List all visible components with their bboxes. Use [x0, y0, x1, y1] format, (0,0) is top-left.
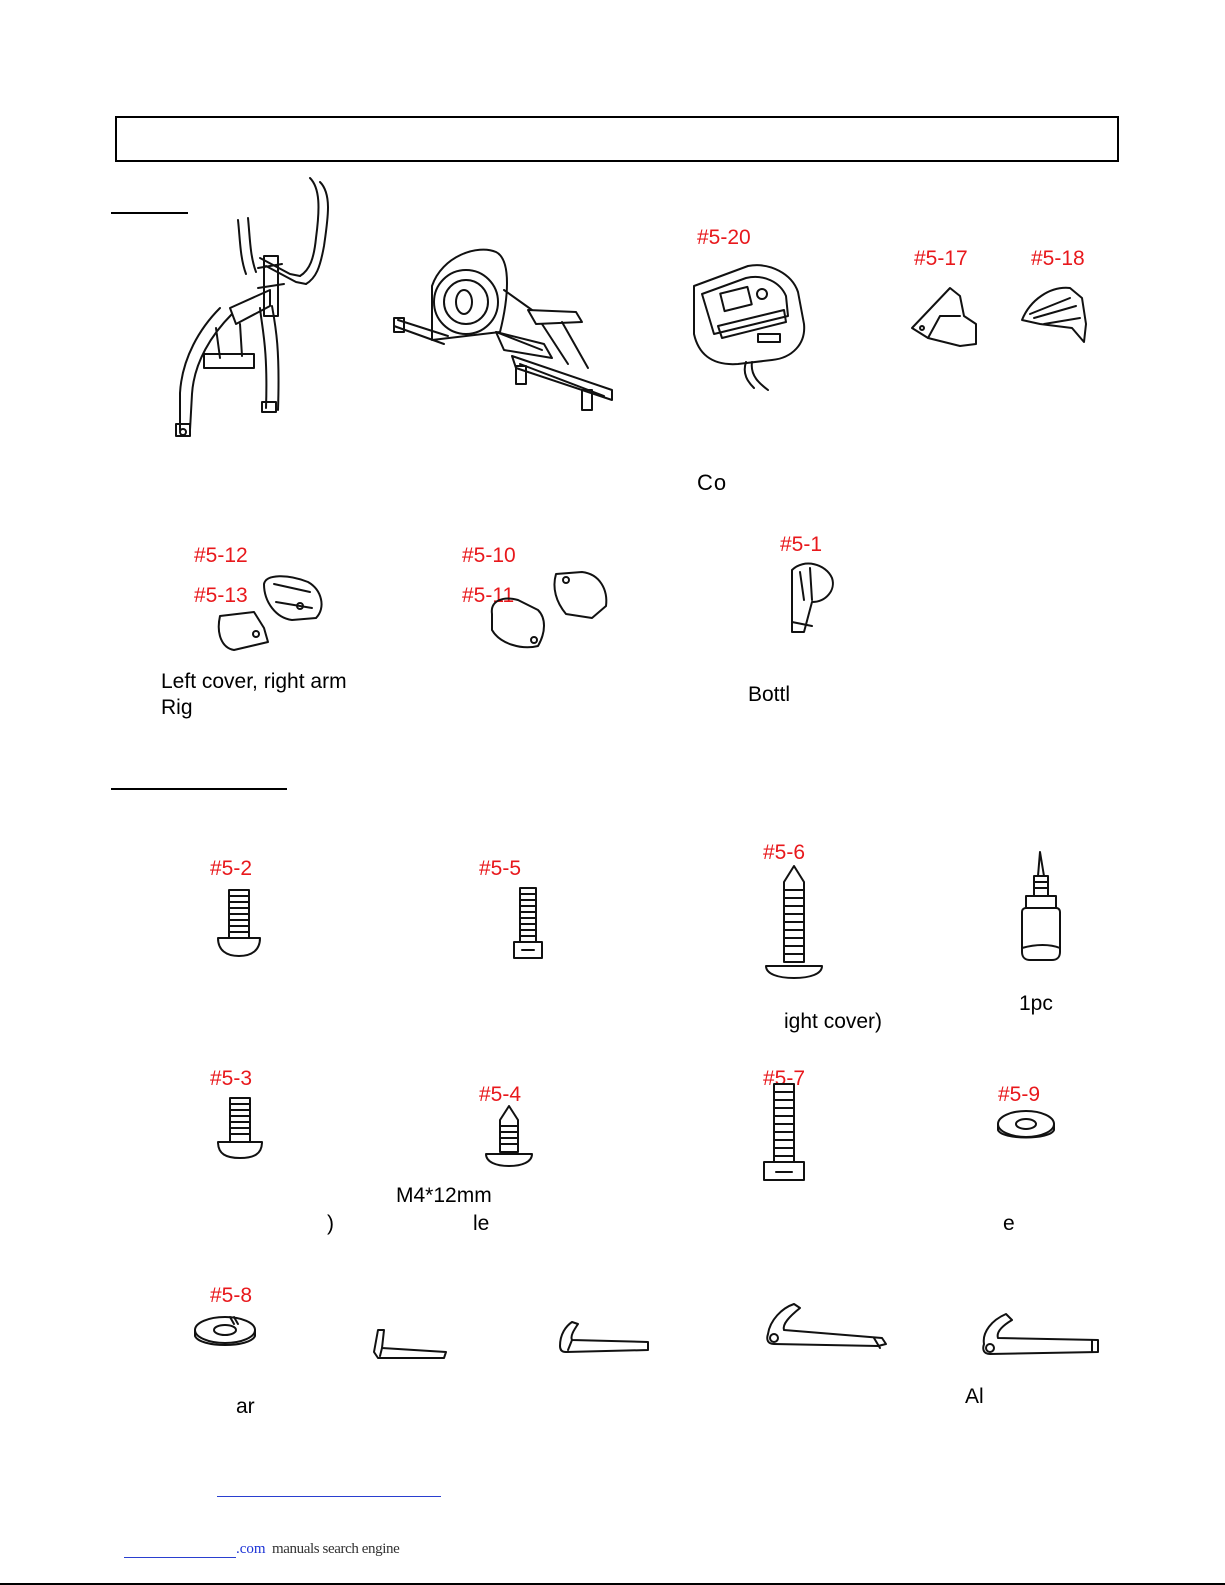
arm-cover-caption-line1: Left cover, right arm [161, 670, 347, 693]
screw-5-6-drawing [764, 866, 824, 982]
cover-17-drawing [910, 286, 980, 348]
arm-cover-12-label: #5-12 [194, 544, 248, 567]
spring-washer-5-8-label: #5-8 [210, 1284, 253, 1307]
spring-washer-drawing [192, 1314, 258, 1354]
bolt-5-2-label: #5-2 [210, 857, 253, 880]
allen-key-long-drawing [764, 1302, 888, 1352]
bolt-5-3-drawing [216, 1098, 264, 1162]
cover-17-label: #5-17 [914, 247, 968, 270]
arm-cover-10-label: #5-10 [462, 544, 516, 567]
washer-5-9-label: #5-9 [998, 1083, 1041, 1106]
allen-key-large-drawing [978, 1312, 1100, 1358]
footer-site-suffix[interactable]: .com [236, 1541, 266, 1557]
screw-5-6-label: #5-6 [763, 841, 806, 864]
cover-18-label: #5-18 [1031, 247, 1085, 270]
right-arm-covers-drawing [486, 570, 610, 654]
allen-key-medium-drawing [556, 1318, 650, 1356]
bolt-5-2-drawing [216, 890, 262, 960]
arm-cover-11-label: #5-11 [462, 584, 515, 607]
left-arm-covers-drawing [214, 572, 326, 654]
hardware-caption-ar: ar [236, 1395, 255, 1418]
console-drawing [688, 264, 806, 396]
oil-bottle-drawing [1016, 852, 1066, 964]
allen-key-small-drawing [372, 1326, 448, 1360]
bolt-5-7-drawing [760, 1084, 808, 1184]
oil-bottle-caption: 1pc [1019, 992, 1053, 1015]
footer-site-underline [124, 1557, 236, 1558]
arm-cover-13-label: #5-13 [194, 584, 248, 607]
arm-cover-caption-line2: Rig [161, 696, 193, 719]
bolt-5-5-label: #5-5 [479, 857, 522, 880]
section-title-box [115, 116, 1119, 162]
screw-5-4-label: #5-4 [479, 1083, 522, 1106]
main-frame-drawing [392, 240, 618, 414]
screw-5-4-drawing [484, 1106, 534, 1170]
footer-link-underline [217, 1496, 441, 1497]
hardware-section-rule [111, 788, 287, 790]
bolt-5-3-label: #5-3 [210, 1067, 253, 1090]
screw-5-4-size: M4*12mm [396, 1184, 492, 1207]
cover-18-drawing [1020, 284, 1090, 344]
handlebar-assembly-drawing [160, 178, 340, 438]
bottle-holder-label: #5-1 [780, 533, 823, 556]
screw-5-6-caption: ight cover) [784, 1010, 883, 1033]
flat-washer-drawing [996, 1108, 1056, 1146]
console-caption: Co [697, 470, 728, 495]
bolt-5-5-drawing [508, 888, 548, 960]
bottle-holder-caption: Bottl [748, 683, 791, 706]
hardware-caption-paren: ) [327, 1212, 334, 1235]
footer-tagline: manuals search engine [272, 1541, 400, 1557]
hardware-caption-al: Al [965, 1385, 984, 1408]
console-part-label: #5-20 [697, 226, 751, 249]
bolt-5-7-label: #5-7 [763, 1067, 806, 1090]
hardware-caption-e: e [1003, 1212, 1015, 1235]
bottle-holder-drawing [782, 560, 840, 634]
hardware-caption-le: le [473, 1212, 490, 1235]
